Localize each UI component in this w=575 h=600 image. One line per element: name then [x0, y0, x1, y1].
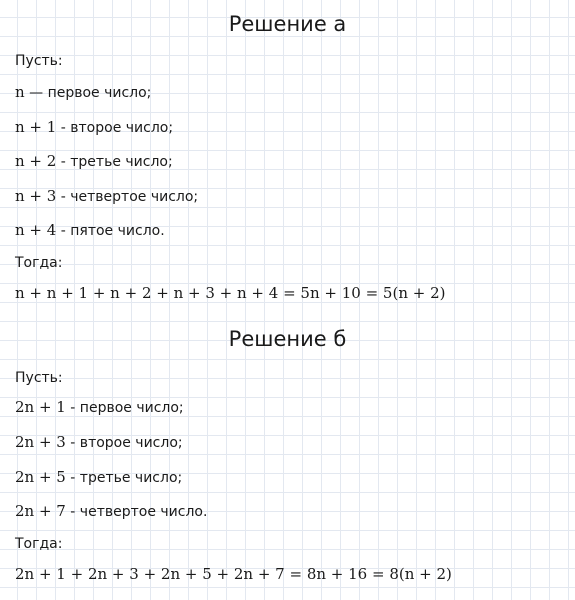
section-title-b: Решение б: [228, 327, 347, 351]
item-expression: 2n + 3: [15, 433, 66, 451]
result-equation-b: 2n + 1 + 2n + 3 + 2n + 5 + 2n + 7 = 8n + 16 = 8(n + 2): [15, 565, 452, 583]
item-expression: n + 3: [15, 187, 57, 205]
item-expression: 2n + 7: [15, 502, 66, 520]
list-item: [15, 220, 165, 241]
item-expression: 2n + 5: [15, 468, 66, 486]
item-description: - второе число;: [65, 435, 183, 451]
item-expression: n: [15, 83, 25, 101]
item-description: - первое число;: [65, 400, 184, 416]
item-expression: n + 1: [15, 118, 57, 136]
item-expression: n + 4: [15, 221, 57, 239]
list-item: [15, 432, 183, 453]
list-item: [15, 186, 198, 207]
list-item: [15, 117, 173, 138]
then-b: Тогда:: [15, 536, 63, 552]
list-item: [15, 501, 207, 522]
item-description: - четвертое число.: [65, 504, 208, 520]
item-description: - третье число;: [65, 470, 183, 486]
item-expression: n + 2: [15, 152, 57, 170]
item-description: - четвертое число;: [56, 189, 199, 205]
item-description: - второе число;: [56, 120, 174, 136]
item-expression: 2n + 1: [15, 398, 66, 416]
list-item: [15, 82, 151, 103]
item-description: - пятое число.: [56, 223, 165, 239]
intro-a: Пусть:: [15, 53, 63, 69]
item-description: - третье число;: [56, 154, 173, 170]
intro-b: Пусть:: [15, 370, 63, 386]
list-item: [15, 467, 182, 488]
result-equation-a: n + n + 1 + n + 2 + n + 3 + n + 4 = 5n + 10 = 5(n + 2): [15, 284, 446, 302]
section-title-a: Решение а: [228, 12, 347, 36]
item-description: — первое число;: [24, 85, 152, 101]
list-item: [15, 397, 184, 418]
then-a: Тогда:: [15, 255, 63, 271]
list-item: [15, 151, 173, 172]
